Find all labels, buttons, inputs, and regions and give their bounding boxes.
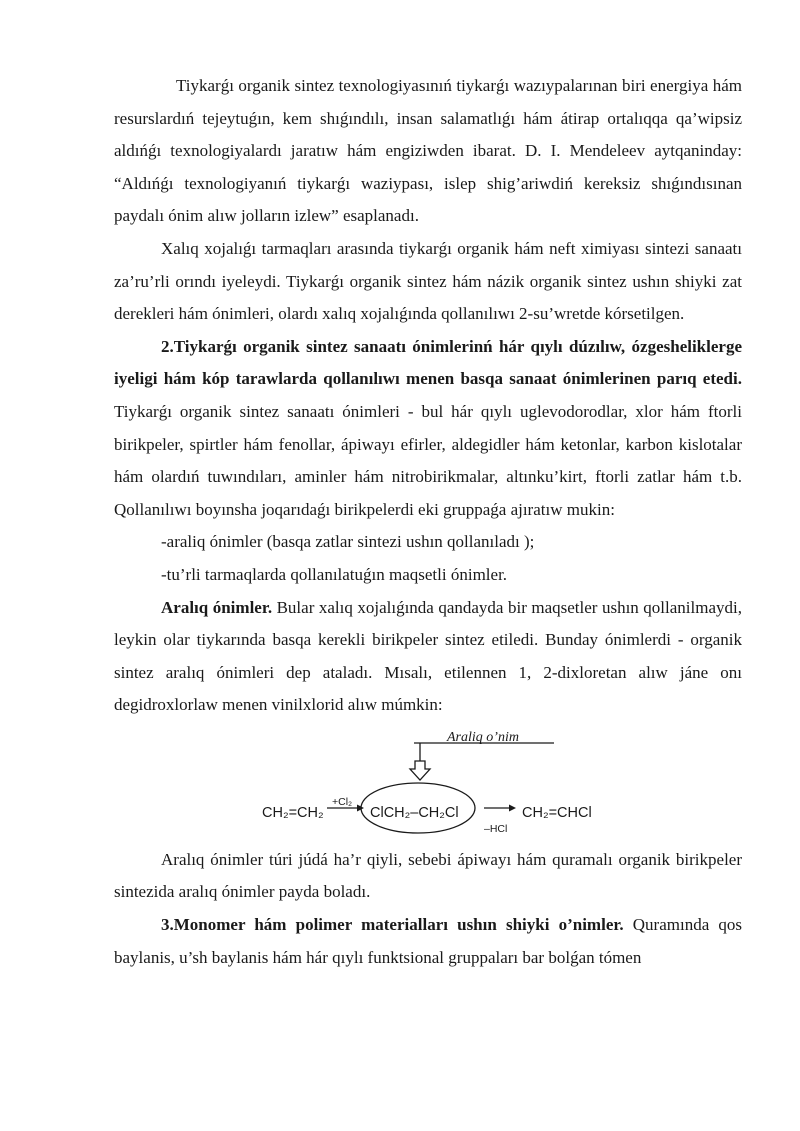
scheme-label: Araliq o’nim <box>447 729 519 745</box>
paragraph-3 <box>114 331 742 527</box>
paragraph-6-text: Bular xalıq xojalıǵında qandayda bir maqsetler ushın qollanilmaydi, leykin olar tiykarında basqa kerekli birikpeler sintez etiledi. Bunday ónimlerdi - organik sintez aralıq ónimleri dep ataladı. Mısalı, etilennen 1, 2-dixloretan alıw jáne onı degidroxlorlaw menen vinilxlorid alıw múmkin: <box>114 597 742 715</box>
reagent-chlorine: +Cl₂ <box>332 795 353 808</box>
section-2-heading: 2.Tiykarǵı organik sintez sanaatı ónimlerinń hár qıylı dúzılıw, ózgesheliklerge iyeligi hám kóp tarawlarda qollanılıwı menen basqa sanaat ónimlerinen parıq etedi. <box>114 336 742 389</box>
paragraph-6 <box>114 592 742 722</box>
section-3-heading: 3.Monomer hám polimer materialları ushın shiyki o’nimler. <box>161 915 624 935</box>
paragraph-8 <box>114 909 742 974</box>
reaction-scheme <box>114 722 742 844</box>
paragraph-7: Aralıq ónimler túri júdá ha’r qiyli, sebebi ápiwayı hám quramalı organik birikpeler sintezida aralıq ónimler payda boladı. <box>114 849 742 902</box>
paragraph-1: Tiykarǵı organik sintez texnologiyasınıń tiykarǵı wazıypalarınan biri energiya hám resurslardıń tejeytuǵın, kem shıǵındılı, insan salamatlıǵı hám átirap ortalıqqa qa’wipsiz aldıńǵı texnologiyalardı jaratıw hám engiziwden ibarat. D. I. Mendeleev aytqaninday: “Aldıńǵı texnologiyanıń tiykarǵı waziypası, islep shig’ariwdiń kereksiz shıǵındısınan paydalı ónim alıw jolların izlew” esaplanadı. <box>114 76 742 226</box>
reactant-ethylene: CH₂=CH₂ <box>262 804 324 821</box>
intermediate-products-heading: Aralıq ónimler. <box>161 597 273 617</box>
intermediate-dichloroethane: ClCH₂–CH₂Cl <box>370 804 459 821</box>
paragraph-3-text: Tiykarǵı organik sintez sanaatı ónimleri - bul hár qıylı uglevodorodlar, xlor hám ftorli birikpeler, spirtler hám fenollar, ápiwayı efirler, aldegidler hám ketonlar, karbon kislotalar hám olardıń tuwındıları, aminler hám nitrobirikmalar, altınku’kirt, ftorli zatlar hám t.b. Qollanılıwı boyınsha joqarıdaǵı birikpelerdi eki gruppaǵa ajıratıw mukin: <box>114 401 742 519</box>
paragraph-8-text: Quramında qos baylanis, u’sh baylanis hám hár qıylı funktsional gruppaları bar bolǵan tómen <box>114 915 743 967</box>
list-item-intermediate: -araliq ónimler (basqa zatlar sintezi ushın qollanıladı ); <box>161 532 535 552</box>
list-item-target: -tu’rli tarmaqlarda qollanılatuǵın maqsetli ónimler. <box>161 564 508 584</box>
paragraph-2: Xalıq xojalıǵı tarmaqları arasında tiykarǵı organik hám neft ximiyası sintezi sanaatı za’ru’rli orındı iyeleydi. Tiykarǵı organik sintez hám názik organik sintez ushın shiyki zat derekleri hám ónimleri, olardı xalıq xojalıǵında qollanılıwı 2-su’wretde kórsetilgen. <box>114 238 742 324</box>
reagent-hcl: –HCl <box>484 822 508 835</box>
product-vinyl-chloride: CH₂=CHCl <box>522 804 592 821</box>
document-page <box>114 70 742 974</box>
